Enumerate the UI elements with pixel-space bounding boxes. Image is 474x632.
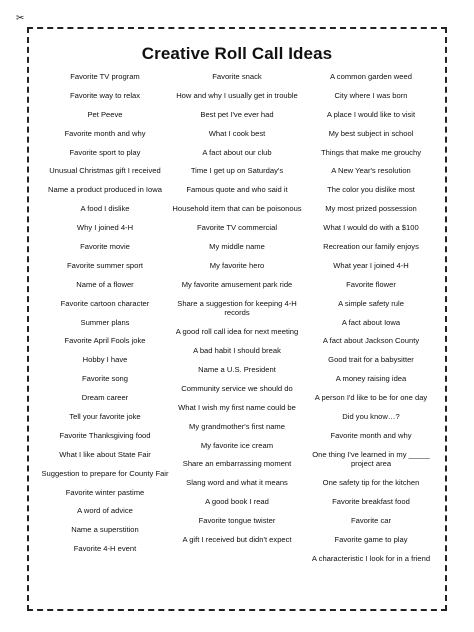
roll-call-idea: Favorite month and why bbox=[330, 430, 412, 440]
roll-call-idea: Favorite April Fools joke bbox=[64, 336, 146, 346]
roll-call-idea: Share a suggestion for keeping 4-H records bbox=[177, 298, 297, 318]
idea-column-2 bbox=[168, 72, 306, 554]
roll-call-idea: My most prized possession bbox=[325, 204, 417, 214]
idea-column-3 bbox=[302, 72, 440, 573]
roll-call-idea: A New Year's resolution bbox=[331, 166, 411, 176]
page-title: Creative Roll Call Ideas bbox=[141, 44, 333, 63]
roll-call-idea: Tell your favorite joke bbox=[69, 412, 141, 422]
roll-call-idea: My favorite hero bbox=[209, 260, 265, 270]
roll-call-idea: Favorite TV commercial bbox=[196, 223, 278, 233]
roll-call-idea: Unusual Christmas gift I received bbox=[49, 166, 161, 176]
roll-call-idea: What year I joined 4-H bbox=[333, 260, 409, 270]
roll-call-idea: What I cook best bbox=[208, 128, 266, 138]
roll-call-idea: Household item that can be poisonous bbox=[172, 204, 302, 214]
roll-call-idea: A fact about our club bbox=[202, 147, 272, 157]
roll-call-idea: What I like about State Fair bbox=[59, 449, 151, 459]
roll-call-idea: A fact about Iowa bbox=[341, 317, 401, 327]
roll-call-idea: Favorite 4-H event bbox=[73, 544, 137, 554]
roll-call-idea: Suggestion to prepare for County Fair bbox=[41, 468, 169, 478]
roll-call-idea: My favorite ice cream bbox=[200, 440, 274, 450]
roll-call-idea: A good roll call idea for next meeting bbox=[175, 327, 299, 337]
roll-call-idea: A good book I read bbox=[205, 497, 269, 507]
roll-call-idea: My best subject in school bbox=[328, 128, 414, 138]
roll-call-idea: What I would do with a $100 bbox=[323, 223, 419, 233]
roll-call-idea: Best pet I've ever had bbox=[200, 109, 274, 119]
roll-call-idea: Summer plans bbox=[80, 317, 130, 327]
roll-call-idea: Time I get up on Saturday's bbox=[190, 166, 284, 176]
roll-call-idea: My grandmother's first name bbox=[189, 421, 285, 431]
roll-call-idea: A fact about Jackson County bbox=[322, 336, 420, 346]
roll-call-idea: A person I'd like to be for one day bbox=[314, 393, 428, 403]
roll-call-idea: A money raising idea bbox=[335, 374, 407, 384]
roll-call-idea: Favorite summer sport bbox=[67, 260, 143, 270]
roll-call-idea: A food I dislike bbox=[80, 204, 130, 214]
roll-call-idea: Name a product produced in Iowa bbox=[48, 185, 162, 195]
roll-call-idea: Name of a flower bbox=[76, 279, 134, 289]
roll-call-idea: Recreation our family enjoys bbox=[323, 242, 419, 252]
roll-call-idea: One thing I've learned in my _____ project area bbox=[312, 449, 430, 469]
roll-call-idea: Favorite movie bbox=[80, 242, 130, 252]
roll-call-idea: Did you know…? bbox=[342, 412, 400, 422]
roll-call-idea: A bad habit I should break bbox=[193, 346, 281, 356]
roll-call-idea: The color you dislike most bbox=[327, 185, 415, 195]
roll-call-idea: A characteristic I look for in a friend bbox=[311, 553, 431, 563]
roll-call-idea: Favorite way to relax bbox=[69, 90, 141, 100]
roll-call-idea: Slang word and what it means bbox=[186, 478, 288, 488]
roll-call-idea: My favorite amusement park ride bbox=[181, 279, 293, 289]
roll-call-idea: Community service we should do bbox=[181, 383, 293, 393]
roll-call-idea: A place I would like to visit bbox=[326, 109, 416, 119]
roll-call-idea: Favorite Thanksgiving food bbox=[59, 430, 151, 440]
roll-call-idea: One safety tip for the kitchen bbox=[322, 478, 420, 488]
roll-call-idea: Favorite tongue twister bbox=[198, 516, 276, 526]
scissors-icon: ✂ bbox=[16, 13, 25, 24]
roll-call-idea: Favorite car bbox=[350, 516, 392, 526]
roll-call-idea: A common garden weed bbox=[330, 72, 412, 81]
roll-call-idea: Favorite TV program bbox=[70, 72, 140, 81]
roll-call-idea: Favorite winter pastime bbox=[65, 487, 145, 497]
roll-call-idea: Favorite snack bbox=[212, 72, 262, 81]
roll-call-idea: What I wish my first name could be bbox=[178, 402, 296, 412]
roll-call-idea: Things that make me grouchy bbox=[320, 147, 422, 157]
roll-call-idea: My middle name bbox=[209, 242, 265, 252]
roll-call-idea: Pet Peeve bbox=[87, 109, 123, 119]
roll-call-idea: Favorite flower bbox=[346, 279, 396, 289]
roll-call-idea: Name a superstition bbox=[71, 525, 139, 535]
idea-column-1 bbox=[36, 72, 174, 563]
roll-call-idea: A word of advice bbox=[77, 506, 133, 516]
roll-call-idea: Favorite song bbox=[81, 374, 128, 384]
roll-call-idea: Hobby I have bbox=[82, 355, 128, 365]
roll-call-idea: Favorite game to play bbox=[334, 534, 408, 544]
roll-call-idea: Why I joined 4-H bbox=[76, 223, 134, 233]
roll-call-idea: City where I was born bbox=[334, 90, 408, 100]
roll-call-idea: Good trait for a babysitter bbox=[328, 355, 414, 365]
roll-call-idea: Favorite cartoon character bbox=[60, 298, 150, 308]
roll-call-idea: A gift I received but didn't expect bbox=[182, 534, 292, 544]
roll-call-idea: Favorite breakfast food bbox=[332, 497, 410, 507]
roll-call-idea: Famous quote and who said it bbox=[186, 185, 288, 195]
roll-call-idea: Favorite month and why bbox=[64, 128, 146, 138]
roll-call-idea: How and why I usually get in trouble bbox=[176, 90, 298, 100]
roll-call-idea: A simple safety rule bbox=[338, 298, 404, 308]
roll-call-idea: Name a U.S. President bbox=[198, 364, 276, 374]
roll-call-idea: Favorite sport to play bbox=[69, 147, 141, 157]
roll-call-idea: Dream career bbox=[81, 393, 129, 403]
roll-call-idea: Share an embarrassing moment bbox=[182, 459, 292, 469]
